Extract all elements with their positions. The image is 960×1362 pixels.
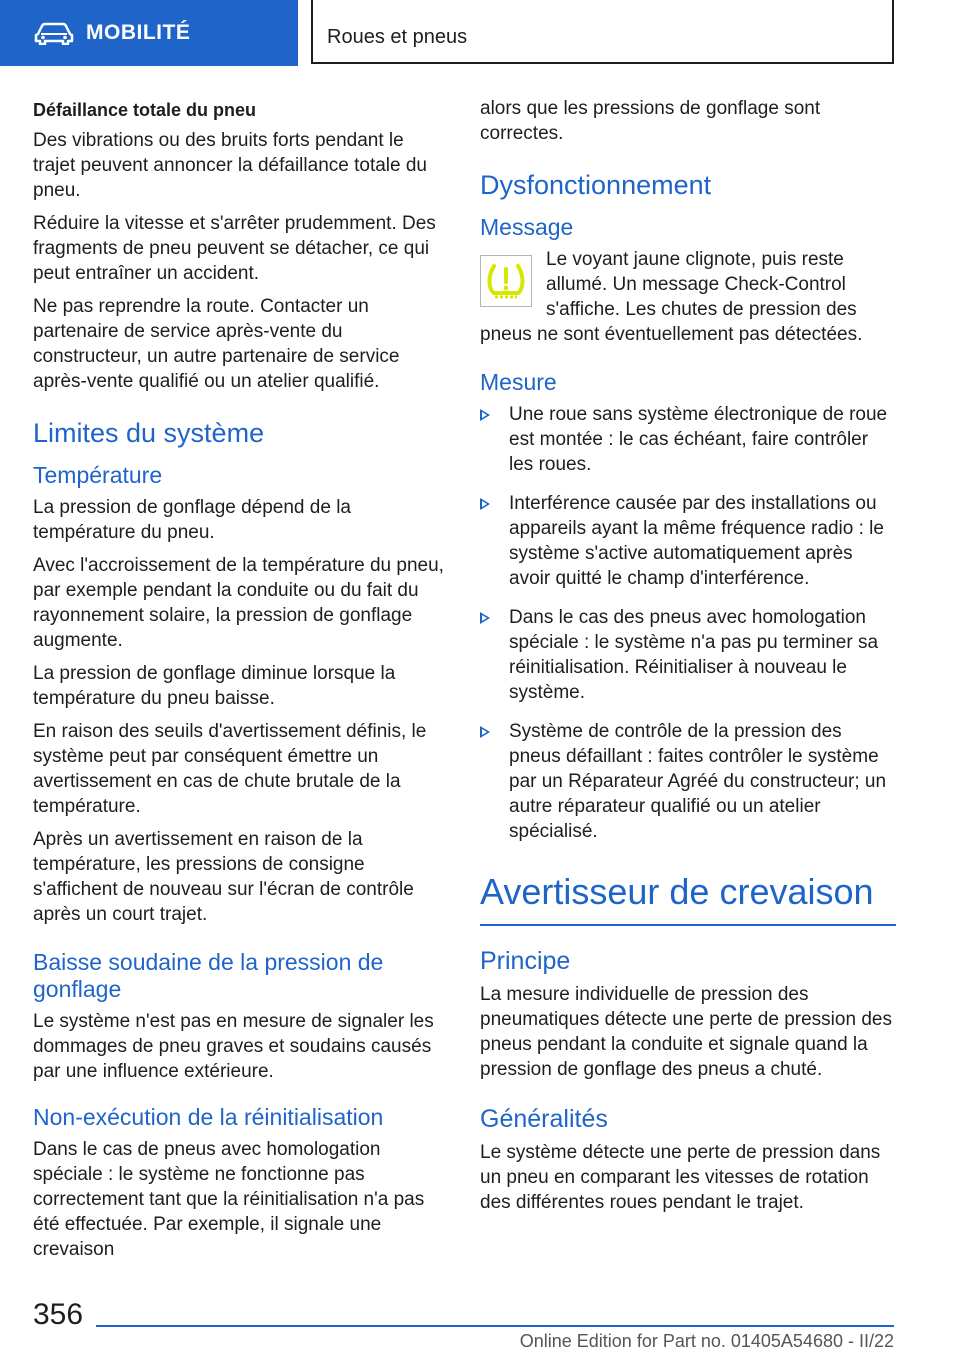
page-number: 356 <box>33 1298 84 1331</box>
paragraph: Le voyant jaune clignote, puis reste allumé. Un message Check-Control s'affiche. Les chutes de pression des pneus ne sont éventuellement pas détectées. <box>480 249 863 345</box>
total-failure-title: Défaillance totale du pneu <box>33 100 257 120</box>
paragraph: La pression de gonflage dépend de la température du pneu. <box>33 497 351 543</box>
footer-divider <box>96 1325 894 1327</box>
paragraph: Dans le cas de pneus avec homologation spéciale : le système ne fonctionne pas correctement tant que la réinitialisation n'a pas été effectuée. Par exemple, il signale une crevaison <box>33 1139 425 1260</box>
sudden-drop-heading: Baisse soudaine de la pression de gonflage <box>33 949 384 1002</box>
car-icon <box>34 21 74 45</box>
paragraph: La pression de gonflage diminue lorsque la température du pneu baisse. <box>33 663 396 709</box>
paragraph: alors que les pressions de gonflage sont correctes. <box>480 98 821 144</box>
puncture-warning-heading: Avertisseur de crevaison <box>480 870 896 926</box>
paragraph: Des vibrations ou des bruits forts pendant le trajet peuvent annoncer la défaillance totale du pneu. <box>33 130 427 201</box>
general-heading: Généralités <box>480 1105 608 1133</box>
paragraph: En raison des seuils d'avertissement définis, le système peut par conséquent émettre un avertissement en cas de chute brutale de la température. <box>33 721 427 817</box>
list-item: Système de contrôle de la pression des pneus défaillant : faites contrôler le système par un Réparateur Agréé du constructeur; un autre réparateur qualifié ou un atelier spécialisé. <box>480 719 896 844</box>
system-limits-heading: Limites du système <box>33 418 265 448</box>
list-item: Une roue sans système électronique de roue est montée : le cas échéant, faire contrôler les roues. <box>480 402 896 477</box>
temperature-heading: Température <box>33 462 163 488</box>
no-reset-heading: Non-exécution de la réinitialisation <box>33 1104 384 1130</box>
triangle-bullet-icon <box>480 409 490 421</box>
section-tab[interactable] <box>0 0 298 66</box>
principle-heading: Principe <box>480 947 571 975</box>
paragraph: Avec l'accroissement de la température du pneu, par exemple pendant la conduite ou du fait du rayonnement solaire, la pression de gonflage augmente. <box>33 555 444 651</box>
malfunction-heading: Dysfonctionnement <box>480 170 712 200</box>
measure-list <box>480 402 896 844</box>
triangle-bullet-icon <box>480 498 490 510</box>
paragraph: Le système détecte une perte de pression dans un pneu en comparant les vitesses de rotation des différentes roues pendant le trajet. <box>480 1142 881 1213</box>
triangle-bullet-icon <box>480 612 490 624</box>
paragraph: Ne pas reprendre la route. Contacter un partenaire de service après-vente du constructeur, un autre partenaire de service après-vente qualifié ou un atelier qualifié. <box>33 296 400 392</box>
message-block <box>480 247 896 347</box>
paragraph: Le système n'est pas en mesure de signaler les dommages de pneu graves et soudains causés par une influence extérieure. <box>33 1011 434 1082</box>
list-item: Interférence causée par des installations ou appareils ayant la même fréquence radio : le système s'active automatiquement après avoir quitté le champ d'interférence. <box>480 491 896 591</box>
measure-heading: Mesure <box>480 369 557 395</box>
triangle-bullet-icon <box>480 726 490 738</box>
section-tab-label: MOBILITÉ <box>86 21 191 44</box>
paragraph: La mesure individuelle de pression des pneumatiques détecte une perte de pression des pneus pendant la conduite et signale quand la pression de gonflage des pneus a chuté. <box>480 984 892 1080</box>
list-item: Dans le cas des pneus avec homologation spéciale : le système n'a pas pu terminer sa réinitialisation. Réinitialiser à nouveau le système. <box>480 605 896 705</box>
left-column <box>33 98 449 1270</box>
edition-text: Online Edition for Part no. 01405A54680 - II/22 <box>519 1331 894 1351</box>
right-column <box>480 96 896 1223</box>
chapter-title: Roues et pneus <box>327 26 468 48</box>
tire-pressure-warning-icon <box>480 255 532 307</box>
paragraph: Réduire la vitesse et s'arrêter prudemment. Des fragments de pneu peuvent se détacher, ce qui peut entraîner un accident. <box>33 213 436 284</box>
paragraph: Après un avertissement en raison de la température, les pressions de consigne s'affichent de nouveau sur l'écran de contrôle après un court trajet. <box>33 829 414 925</box>
message-heading: Message <box>480 214 574 240</box>
chapter-header <box>311 0 894 64</box>
